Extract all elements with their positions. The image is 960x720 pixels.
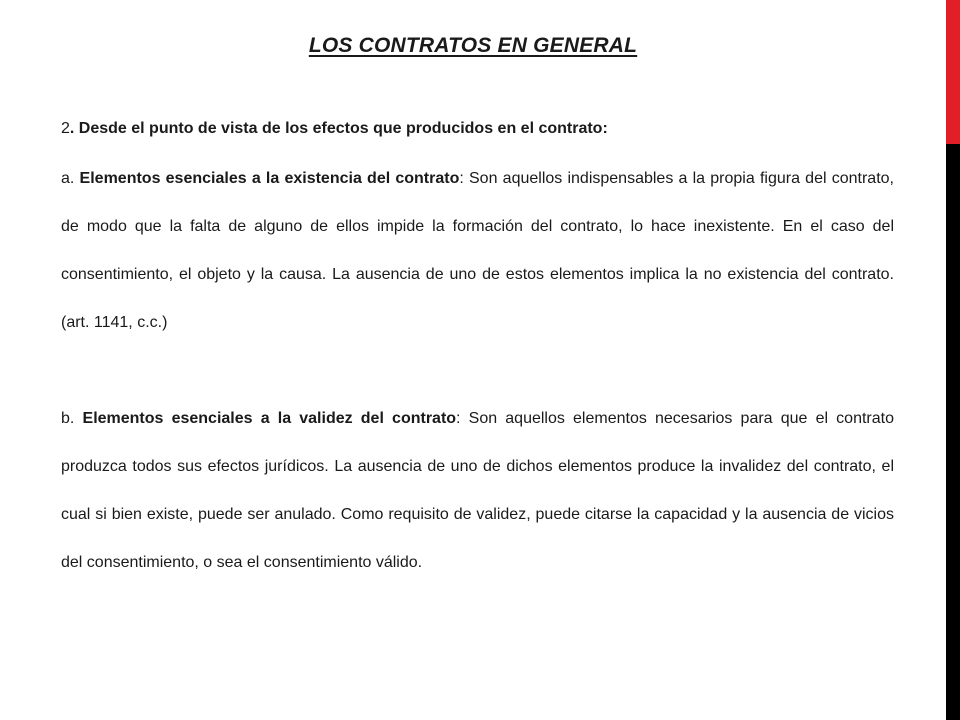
item-marker-a: a. <box>61 170 80 187</box>
item-text-validez: : Son aquellos elementos necesarios para que el contrato produzca todos sus efectos jurídicos. La ausencia de uno de dichos elementos produce la invalidez del contrato, el cual si bien existe, puede ser anulado. Como requisito de validez, puede citarse la capacidad y la ausencia de vicios del consentimiento, o sea el consentimiento válido. <box>61 410 894 571</box>
item-text-existencia: : Son aquellos indispensables a la propia figura del contrato, de modo que la falta de alguno de ellos impide la formación del contrato, lo hace inexistente. En el caso del consentimiento, el objeto y la causa. La ausencia de uno de estos elementos implica la no existencia del contrato. (art. 1141, c.c.) <box>61 170 894 331</box>
section-heading <box>61 118 894 140</box>
paragraph-existencia <box>61 155 894 347</box>
accent-bar-red <box>946 0 960 144</box>
section-heading-text: . Desde el punto de vista de los efectos que producidos en el contrato: <box>69 120 608 137</box>
item-term-validez: Elementos esenciales a la validez del contrato <box>82 410 457 427</box>
item-marker-b: b. <box>61 410 83 427</box>
section-number: 2 <box>61 120 70 137</box>
slide-body <box>61 118 894 587</box>
paragraph-validez <box>61 395 894 587</box>
item-term-existencia: Elementos esenciales a la existencia del contrato <box>79 170 460 187</box>
accent-bar-black <box>946 144 960 720</box>
slide-title: LOS CONTRATOS EN GENERAL <box>308 34 638 57</box>
